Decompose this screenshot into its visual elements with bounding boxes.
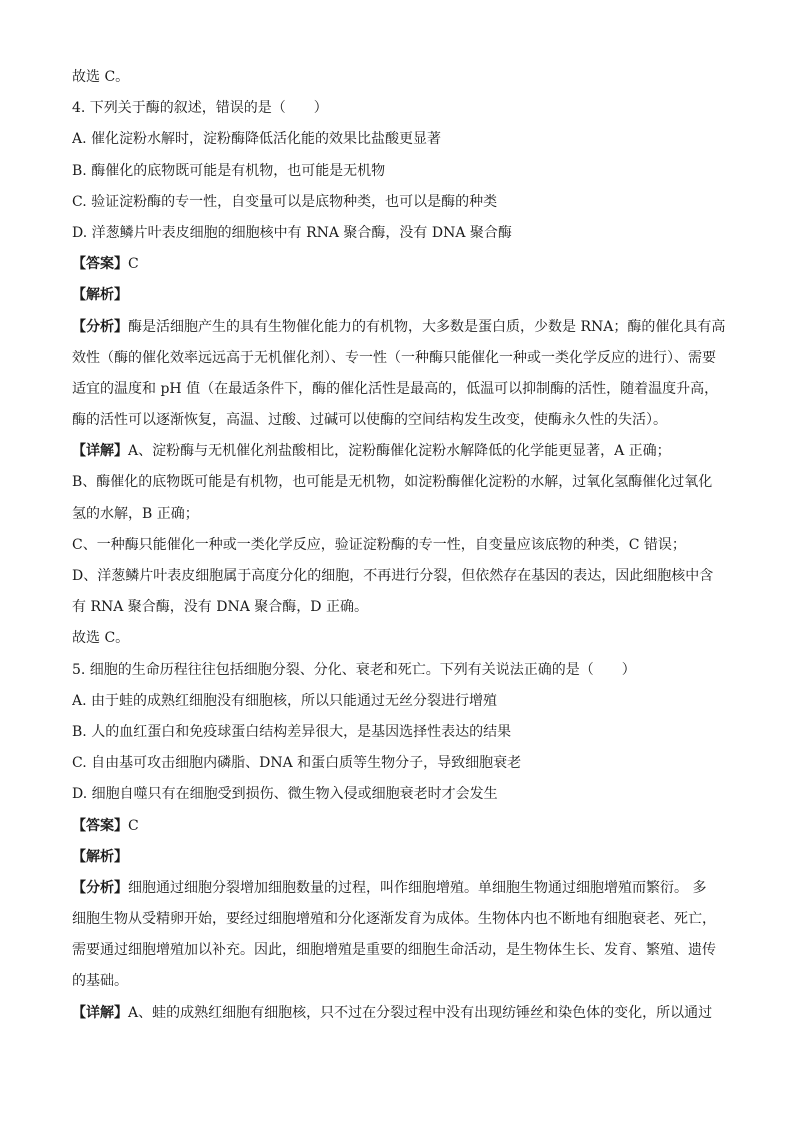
analysis-tag: 【解析】 <box>72 287 128 304</box>
option-d: D. 细胞自噬只有在细胞受到损伤、微生物入侵或细胞衰老时才会发生 <box>72 786 498 803</box>
detail-line: 【详解】A、淀粉酶与无机催化剂盐酸相比，淀粉酶催化淀粉水解降低的化学能更显著，A 正确； <box>72 443 671 460</box>
fenxi-tag: 【分析】 <box>72 879 128 896</box>
option-a: A. 由于蛙的成熟红细胞没有细胞核，所以只能通过无丝分裂进行增殖 <box>72 692 498 709</box>
option-d: D. 洋葱鳞片叶表皮细胞的细胞核中有 RNA 聚合酶，没有 DNA 聚合酶 <box>72 224 512 241</box>
answer-tag: 【答案】 <box>72 256 128 273</box>
document-page <box>72 62 727 1029</box>
text-line: 效性（酶的催化效率远远高于无机催化剂）、专一性（一种酶只能催化一种或一类化学反应的进行）、需要 <box>72 349 716 366</box>
text-line: 酶的活性可以逐渐恢复，高温、过酸、过碱可以使酶的空间结构发生改变，使酶永久性的失活）。 <box>72 412 667 429</box>
text-line: C、一种酶只能催化一种或一类化学反应，验证淀粉酶的专一性，自变量应该底物的种类，C 错误； <box>72 536 686 553</box>
text-line: 氢的水解，B 正确； <box>72 505 199 522</box>
option-b: B. 人的血红蛋白和免疫球蛋白结构差异很大，是基因选择性表达的结果 <box>72 723 512 740</box>
detail-line: 【详解】A、蛙的成熟红细胞有细胞核，只不过在分裂过程中没有出现纺锤丝和染色体的变化，所以通过 <box>72 1004 713 1021</box>
analysis-tag: 【解析】 <box>72 848 128 865</box>
answer-line: 【答案】C <box>72 256 139 273</box>
text-line: 细胞生物从受精卵开始，要经过细胞增殖和分化逐渐发育为成体。生物体内也不断地有细胞衰老、死亡， <box>72 911 716 928</box>
text-line: 的基础。 <box>72 973 128 990</box>
question-stem: 4. 下列关于酶的叙述，错误的是（ ） <box>72 100 328 117</box>
text-line: D、洋葱鳞片叶表皮细胞属于高度分化的细胞，不再进行分裂，但依然存在基因的表达，因此细胞核中含 <box>72 568 714 584</box>
option-c: C. 验证淀粉酶的专一性，自变量可以是底物种类，也可以是酶的种类 <box>72 193 498 210</box>
text-line: 故选 C。 <box>72 630 130 647</box>
xiangjie-tag: 【详解】 <box>72 443 128 460</box>
text-line: 故选 C。 <box>72 69 130 85</box>
text-line: B、酶催化的底物既可能是有机物，也可能是无机物，如淀粉酶催化淀粉的水解，过氧化氢酶催化过氧化 <box>72 474 713 491</box>
analysis-line: 【分析】酶是活细胞产生的具有生物催化能力的有机物，大多数是蛋白质，少数是 RNA；酶的催化具有高 <box>72 318 726 335</box>
text-line: 有 RNA 聚合酶，没有 DNA 聚合酶，D 正确。 <box>72 599 368 616</box>
analysis-heading <box>72 280 727 311</box>
option-a: A. 催化淀粉水解时，淀粉酶降低活化能的效果比盐酸更显著 <box>72 131 442 148</box>
text-line: 适宜的温度和 pH 值（在最适条件下，酶的催化活性是最高的，低温可以抑制酶的活性，随着温度升高， <box>72 380 719 397</box>
analysis-heading <box>72 842 727 873</box>
answer-line: 【答案】C <box>72 817 139 834</box>
fenxi-tag: 【分析】 <box>72 318 128 335</box>
text-line: 需要通过细胞增殖加以补充。因此，细胞增殖是重要的细胞生命活动，是生物体生长、发育、繁殖、遗传 <box>72 942 716 959</box>
xiangjie-tag: 【详解】 <box>72 1004 128 1021</box>
option-c: C. 自由基可攻击细胞内磷脂、DNA 和蛋白质等生物分子，导致细胞衰老 <box>72 755 522 772</box>
question-stem: 5. 细胞的生命历程往往包括细胞分裂、分化、衰老和死亡。下列有关说法正确的是（ ） <box>72 661 636 678</box>
option-b: B. 酶催化的底物既可能是有机物，也可能是无机物 <box>72 162 386 179</box>
analysis-line: 【分析】细胞通过细胞分裂增加细胞数量的过程，叫作细胞增殖。单细胞生物通过细胞增殖而繁衍。 多 <box>72 879 707 896</box>
answer-tag: 【答案】 <box>72 817 128 834</box>
